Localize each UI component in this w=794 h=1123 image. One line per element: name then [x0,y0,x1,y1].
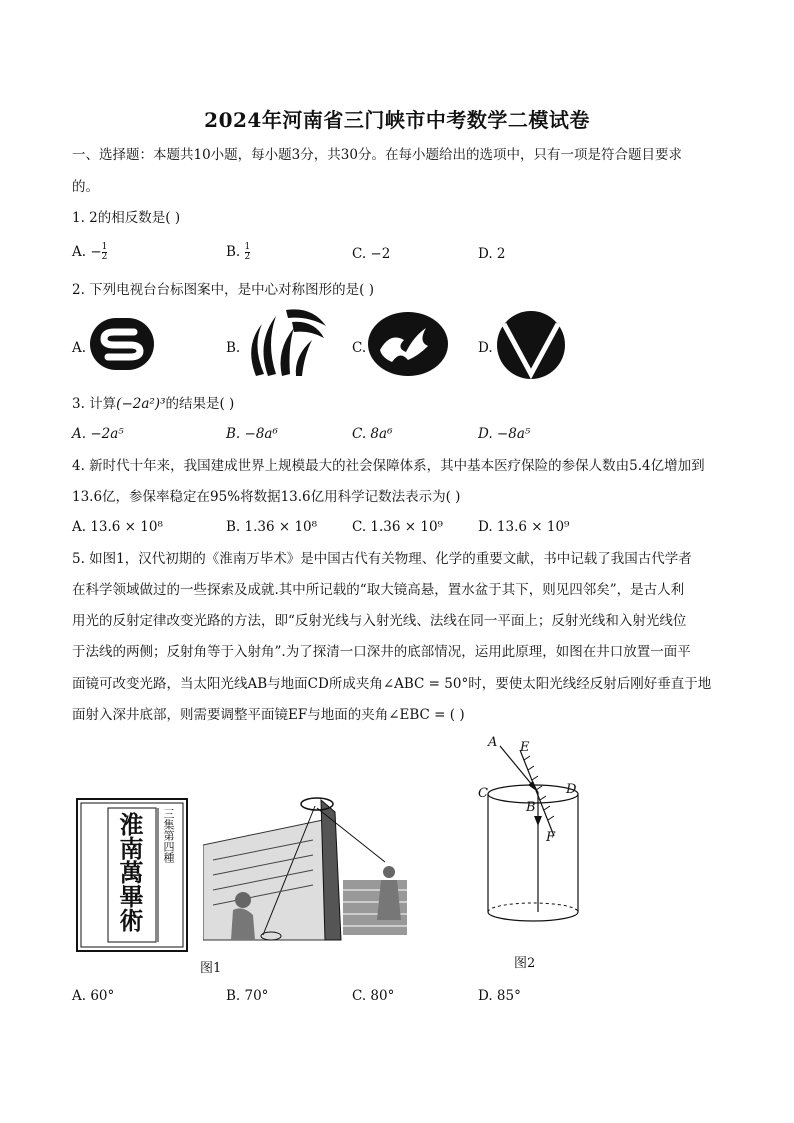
figure2-caption: 图2 [514,956,536,971]
fig2-label-b: B [526,800,536,815]
fig2-label-a: A [488,735,498,750]
q5-option-a: A. 60° [72,988,115,1004]
book-subtitle-text: 三集第四種 [162,808,175,863]
q5-stem-line4: 于法线的两侧；反射角等于入射角”.为了探清一口深井的底部情况，运用此原理，如图在井口放置一面平 [72,644,691,660]
q4-option-c: C. 1.36 × 10⁹ [352,519,443,535]
exam-title: 2024年河南省三门峡市中考数学二模试卷 [204,108,590,132]
logo-swirl-icon [366,310,450,378]
q1-option-a: A. − $\frac{1}{2}$ [72,242,108,262]
q5-stem-line3: 用光的反射定律改变光路的方法，即“反射光线与入射光线、法线在同一平面上；反射光线和入射光线位 [72,613,687,629]
q2-option-d-label: D. [478,340,493,356]
q2-option-a-label: A. [72,340,87,356]
q2-stem: 2. 下列电视台台标图案中，是中心对称图形的是( ) [72,282,374,298]
q2-option-c-label: C. [352,340,367,356]
q3-option-a: A. −2a⁵ [72,426,124,442]
q4-option-a: A. 13.6 × 10⁸ [72,519,163,535]
q4-stem-line1: 4. 新时代十年来，我国建成世界上规模最大的社会保障体系，其中基本医疗保险的参保人数由5.4亿增加到 [72,458,705,474]
q4-option-b: B. 1.36 × 10⁸ [226,519,318,535]
fig2-label-e: E [520,740,530,755]
fig2-label-c: C [478,786,488,801]
q1-stem: 1. 2的相反数是( ) [72,210,181,226]
fig2-label-f: F [546,830,556,845]
q1-option-d: D. 2 [478,246,506,262]
q5-option-b: B. 70° [226,988,269,1004]
q3-option-b: B. −8a⁶ [226,426,278,442]
q1-option-b: B. $\frac{1}{2}$ [226,242,251,262]
q4-option-d: D. 13.6 × 10⁹ [478,519,570,535]
logo-v-icon [496,310,566,380]
q3-option-c: C. 8a⁶ [352,426,393,442]
q5-stem-line2: 在科学领域做过的一些探索及成就.其中所记载的“取大镜高悬，置水盆于其下，则见四邻矣”，是古人利 [72,582,685,598]
logo-waves-icon [242,306,328,378]
q2-option-b-label: B. [226,340,241,356]
q3-option-d: D. −8a⁵ [478,426,531,442]
logo-s-icon [88,314,156,374]
q4-stem-line2: 13.6亿，参保率稳定在95%将数据13.6亿用科学记数法表示为( ) [72,489,461,505]
q5-stem-line1: 5. 如图1，汉代初期的《淮南万毕术》是中国古代有关物理、化学的重要文献，书中记载了我国古代学者 [72,551,692,567]
ancient-illustration-figure [203,790,407,945]
fig2-label-d: D [566,782,577,797]
figure1-caption: 图1 [200,961,222,976]
q5-option-d: D. 85° [478,988,521,1004]
section-instructions-line2: 的。 [72,179,99,195]
q5-stem-line5: 面镜可改变光路，当太阳光线AB与地面CD所成夹角∠ABC = 50°时，要使太阳光线经反射后刚好垂直于地 [72,676,712,692]
well-diagram-figure [478,736,588,926]
q5-stem-line6: 面射入深井底部，则需要调整平面镜EF与地面的夹角∠EBC = ( ) [72,707,465,723]
q5-option-c: C. 80° [352,988,395,1004]
q1-option-c: C. −2 [352,246,391,262]
book-title-text: 淮南萬畢術 [115,812,144,932]
q3-stem: 3. 计算(−2a²)³的结果是( ) [72,396,235,412]
section-instructions-line1: 一、选择题：本题共10小题，每小题3分，共30分。在每小题给出的选项中，只有一项是符合题目要求 [72,147,682,163]
